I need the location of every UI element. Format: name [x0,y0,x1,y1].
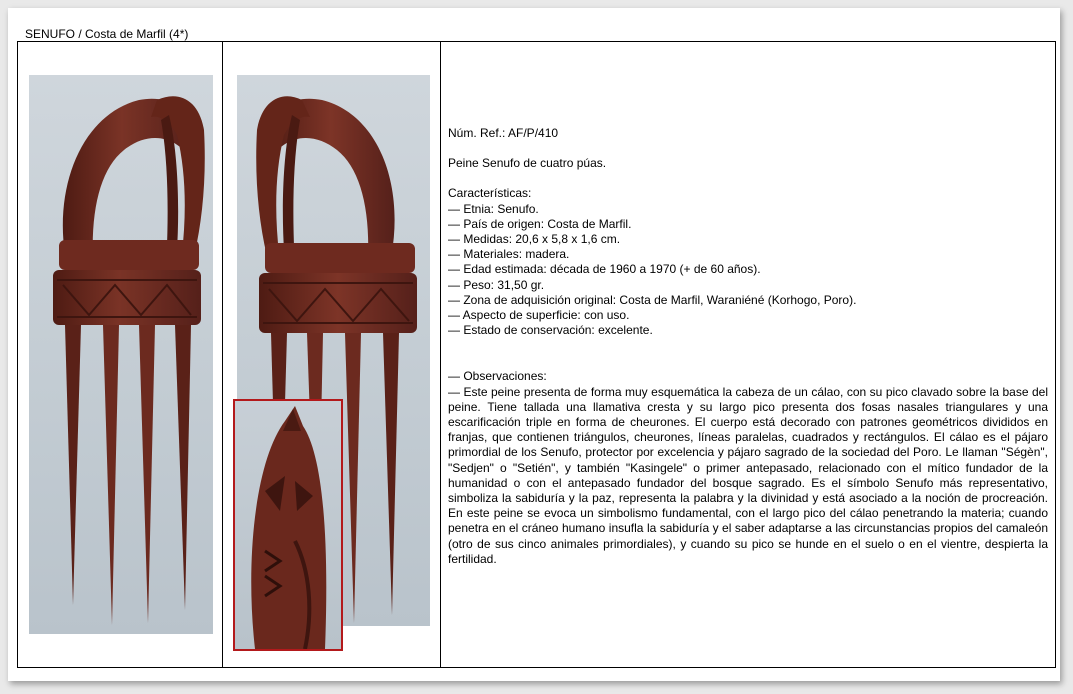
item-title: Peine Senufo de cuatro púas. [448,156,607,171]
characteristic-item: — Etnia: Senufo. [448,201,539,216]
observations-heading: — Observaciones: [448,369,547,384]
characteristic-item: — Aspecto de superficie: con uso. [448,308,630,323]
characteristics-heading: Características: [448,186,532,201]
characteristic-item: — Peso: 31,50 gr. [448,277,545,292]
description-panel [448,126,1048,567]
column-divider [222,42,223,667]
characteristic-item: — Materiales: madera. [448,247,570,262]
column-divider [440,42,441,667]
catalog-table [17,41,1056,668]
characteristic-item: — Estado de conservación: excelente. [448,323,653,338]
observations-text: — Este peine presenta de forma muy esquemática la cabeza de un cálao, con su pico clavado sobre la base del peine. Tiene tallada una llamativa cresta y su largo pico presenta dos fosas nasales triangulares y una escarificación triple en forma de cheurones. El cuerpo está decorado con patrones geométricos divididos en franjas, que contienen triángulos, cheurones, líneas paralelas, cuadrados y rectángulos. El cálao es el pájaro primordial de los Senufo, protector por excelencia y pájaro sagrado de la sociedad del Poro. Le llaman "Ségèn", "Sedjen" o "Setién", y también "Kasingele" o primer antepasado, relacionado con el mítico fundador de la humanidad o con el antepasado fundador del bosque sagrado. Es el símbolo Senufo más representativo, simboliza la sabiduría y la paz, representa la palabra y la divinidad y está asociado a la noción de procreación. En este peine se evoca un simbolismo fundamental, con el largo pico del cálao penetrando la materia; cuando penetra en el cráneo humano insufla la sabiduría y el saber adaptarse a las circunstancias propios del camaleón (otro de sus cinco animales primordiales), y cuando su pico se hunde en el suelo o en el vientre, despierta la fertilidad. [448,384,1048,566]
page-caption: SENUFO / Costa de Marfil (4*) [25,27,189,41]
characteristic-item: — Medidas: 20,6 x 5,8 x 1,6 cm. [448,232,621,247]
characteristic-item: — País de origen: Costa de Marfil. [448,216,632,231]
characteristic-item: — Zona de adquisición original: Costa de Marfil, Waraniéné (Korhogo, Poro). [448,292,857,307]
document-page [8,8,1060,681]
reference-number: Núm. Ref.: AF/P/410 [448,126,559,140]
comb-front-photo [29,75,213,634]
characteristic-item: — Edad estimada: década de 1960 a 1970 (+ de 60 años). [448,262,761,277]
head-detail-photo [233,399,343,651]
